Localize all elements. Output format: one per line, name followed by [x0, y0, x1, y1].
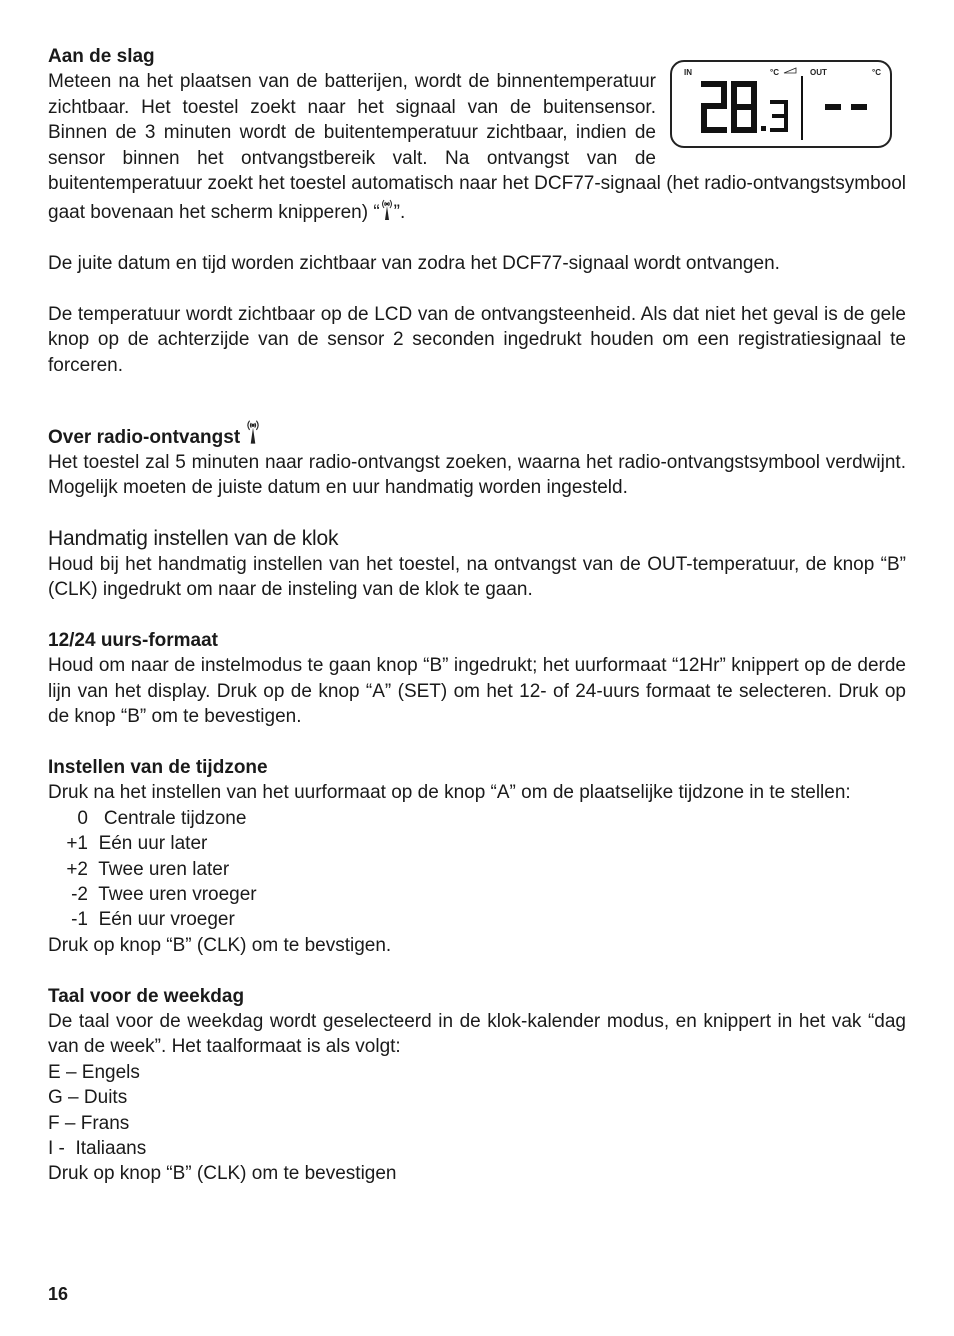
heading-timezone: Instellen van de tijdzone	[48, 756, 268, 778]
radio-antenna-icon	[380, 196, 394, 222]
lcd-display-illustration	[670, 60, 896, 152]
comfort-icon	[784, 68, 796, 73]
lcd-out-dashes	[825, 104, 867, 110]
paragraph-radio: Het toestel zal 5 minuten naar radio-ontvangst zoeken, waarna het radio-ontvangstsymbool verdwijnt. Mogelijk moeten de juiste datum en uur handmatig worden ingesteld.	[48, 452, 906, 499]
paragraph-timezone: Druk na het instellen van het uurformaat op de knop “A” om de plaatselijke tijdzone in te stellen:	[48, 782, 851, 804]
paragraph-timezone-confirm: Druk op knop “B” (CLK) om te bevstigen.	[48, 934, 392, 956]
page-number: 16	[48, 1284, 69, 1304]
paragraph-start-text: Meteen na het plaatsen van de batterijen, wordt de binnentemperatuur zichtbaar. Het toestel zoekt naar het signaal van de buitensensor. Binnen de 3 minuten wordt de buitentemperatuur zichtbaar, indien de sensor binnen het ontvangstbereik valt. Na ontvangst van de buitentemperatuur zoekt het toestel automatisch naar het DCF77-signaal (het radio-ontvangstsymbool gaat bovenaan het scherm knipperen) “	[48, 71, 906, 224]
list-item: -1 Eén uur vroeger	[71, 909, 235, 931]
paragraph-date-time: De juite datum en tijd worden zichtbaar van zodra het DCF77-signaal wordt ontvangen.	[48, 253, 780, 275]
lcd-decimal-point	[761, 126, 766, 131]
paragraph-weekday-language: De taal voor de weekdag wordt geselecteerd in de klok-kalender modus, en knippert in het vak “dag van de week”. Het taalformaat is als volgt:	[48, 1010, 906, 1058]
paragraph-hour-format: Houd om naar de instelmodus te gaan knop “B” ingedrukt; het uurformaat “12Hr” knippert op de derde lijn van het display. Druk op de knop “A” (SET) om het 12- of 24-uurs formaat te selecteren. Druk op de knop “B” om te bevestigen.	[48, 655, 906, 728]
heading-radio-text: Over radio-ontvangst	[48, 426, 241, 448]
paragraph-manual-clock: Houd bij het handmatig instellen van het toestel, na ontvangst van de OUT-temperatuur, de knop “B” (CLK) ingedrukt om naar de insteling van de klok te gaan.	[48, 553, 906, 601]
lcd-in-unit: °C	[770, 68, 779, 77]
list-item: +1 Eén uur later	[66, 833, 208, 855]
list-item: G – Duits	[48, 1087, 128, 1109]
radio-antenna-icon	[245, 416, 261, 446]
lcd-frame	[670, 60, 892, 148]
heading-hour-format: 12/24 uurs-formaat	[48, 629, 219, 651]
timezone-list	[48, 806, 906, 933]
lcd-in-digits	[704, 84, 754, 130]
heading-radio	[48, 416, 906, 450]
lcd-out-label: OUT	[810, 68, 827, 77]
lcd-in-label: IN	[684, 68, 692, 77]
paragraph-temperature: De temperatuur wordt zichtbaar op de LCD van de ontvangsteenheid. Als dat niet het geval is de gele knop op de achterzijde van de sensor 2 seconden ingedrukt houden om een registratiesignaal te forceren.	[48, 304, 906, 376]
list-item: -2 Twee uren vroeger	[71, 883, 257, 905]
list-item: +2 Twee uren later	[66, 858, 230, 880]
lcd-out-unit: °C	[872, 68, 881, 77]
paragraph-language-confirm: Druk op knop “B” (CLK) om te bevestigen	[48, 1163, 397, 1185]
heading-aan-de-slag: Aan de slag	[48, 46, 155, 67]
lcd-graphic	[672, 62, 894, 150]
list-item: E – Engels	[48, 1061, 140, 1083]
heading-weekday-language: Taal voor de weekdag	[48, 985, 245, 1007]
list-item: I - Italiaans	[48, 1137, 147, 1159]
lcd-in-decimal-digit	[772, 102, 786, 130]
paragraph-start-text-end: ”.	[393, 202, 406, 224]
list-item: F – Frans	[48, 1112, 130, 1134]
heading-manual-clock: Handmatig instellen van de klok	[48, 527, 339, 551]
list-item: 0 Centrale tijdzone	[77, 807, 247, 829]
manual-page	[48, 44, 906, 1187]
